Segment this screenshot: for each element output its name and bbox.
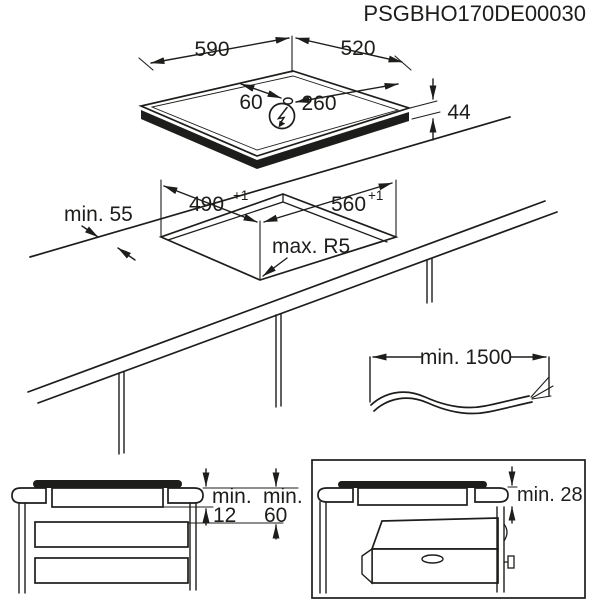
- worktop-cutout-view: [28, 117, 557, 454]
- worktop-left-block: [12, 488, 46, 503]
- drawer-front-lower: [35, 558, 188, 583]
- extension-line: [139, 58, 153, 70]
- drawer-gap-min-label: min.: [263, 485, 303, 508]
- edge-clearance-arrow: [82, 226, 98, 237]
- hole-offset2-label: 260: [301, 92, 337, 115]
- hob-width-label: 590: [194, 38, 230, 61]
- worktop-left-block: [318, 488, 353, 502]
- extension-line: [410, 101, 437, 108]
- hob-isometric-view: [139, 36, 471, 169]
- oven-left-corner: [362, 549, 372, 583]
- oven-section-view: [312, 460, 585, 598]
- cable-length-label: min. 1500: [419, 346, 513, 369]
- document-number: PSGBHO170DE00030: [363, 1, 586, 26]
- hob-glass-section: [338, 481, 487, 488]
- built-in-oven: [362, 507, 514, 592]
- worktop-right-block: [168, 488, 203, 503]
- extension-line: [412, 112, 440, 119]
- hob-body-section: [52, 488, 163, 507]
- corner-radius-label: max. R5: [272, 235, 351, 258]
- oven-top-face: [372, 518, 498, 549]
- extension-line: [395, 56, 411, 70]
- cutout-depth-label: 490: [189, 193, 225, 216]
- hob-glass-section: [33, 480, 182, 488]
- drawer-front-upper: [35, 522, 188, 547]
- edge-clearance-label: min. 55: [64, 203, 133, 226]
- hob-gap-min-label: min.: [212, 485, 252, 508]
- edge-clearance-arrow: [118, 248, 135, 260]
- cutout-width-label: 560: [331, 193, 367, 216]
- hob-body-section: [358, 488, 467, 505]
- worktop-right-block: [475, 488, 508, 502]
- hob-height-label: 44: [447, 101, 471, 124]
- lightning-bolt-icon: [270, 104, 295, 129]
- cutout-depth-tolerance: +1: [233, 188, 249, 203]
- drawer-gap-value: 60: [264, 504, 288, 527]
- hob-depth-label: 520: [340, 37, 376, 60]
- hole-offset-label: 60: [239, 91, 263, 114]
- oven-front-face: [372, 549, 498, 583]
- drawer-section-view: [12, 469, 303, 593]
- hob-gap-value: 12: [213, 504, 237, 527]
- cable-length-view: [370, 346, 553, 414]
- oven-clearance-label: min. 28: [517, 484, 583, 506]
- oven-handle: [422, 555, 443, 563]
- cutout-width-tolerance: +1: [368, 188, 384, 203]
- adjustment-knob: [508, 556, 514, 568]
